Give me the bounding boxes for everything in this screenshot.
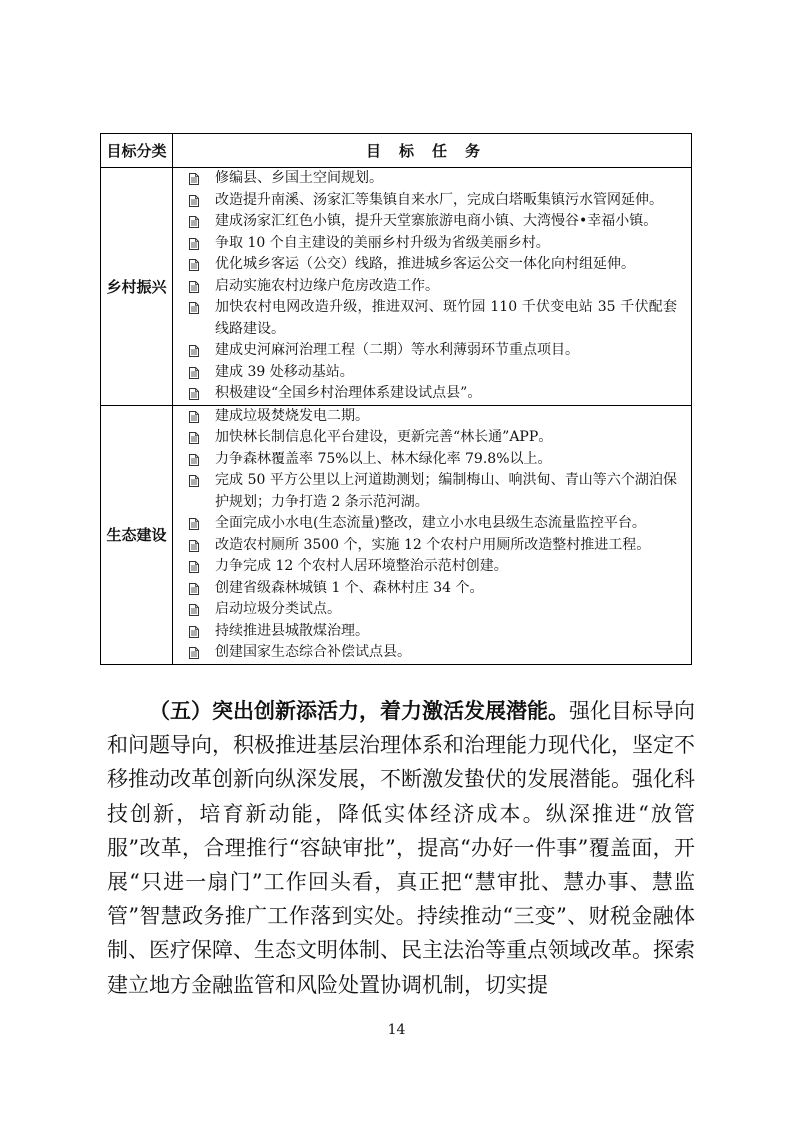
task-text: 力争完成 12 个农村人居环境整治示范村创建。 [215, 558, 508, 574]
document-icon [189, 388, 201, 400]
document-icon [189, 583, 201, 595]
document-icon [189, 302, 201, 314]
body-paragraph [107, 694, 695, 1002]
task-item [173, 297, 691, 340]
task-text: 加快农村电网改造升级，推进双河、斑竹园 110 千伏变电站 35 千伏配套线路建设。 [215, 299, 677, 337]
document-icon [189, 216, 201, 228]
task-item [173, 449, 691, 471]
document-icon [189, 604, 201, 616]
page-number: 14 [387, 1022, 406, 1038]
category-cell: 乡村振兴 [101, 168, 173, 406]
document-icon [189, 626, 201, 638]
goal-task-table [100, 133, 692, 665]
task-text: 改造农村厕所 3500 个，实施 12 个农村户用厕所改造整村推进工程。 [215, 536, 651, 553]
task-item [173, 190, 691, 212]
table-header-row [101, 134, 692, 168]
task-text: 加快林长制信息化平台建设，更新完善“林长通”APP。 [215, 429, 553, 445]
task-item [173, 535, 691, 557]
document-icon [189, 561, 201, 573]
task-item [173, 470, 691, 513]
table-row [101, 405, 692, 664]
task-item [173, 578, 691, 600]
task-text: 启动垃圾分类试点。 [215, 601, 341, 617]
document-icon [189, 540, 201, 552]
header-tasks: 目标任务 [173, 134, 692, 168]
task-text: 启动实施农村边缘户危房改造工作。 [215, 277, 439, 294]
task-text: 争取 10 个自主建设的美丽乡村升级为省级美丽乡村。 [215, 234, 550, 251]
document-icon [189, 475, 201, 487]
task-item [173, 254, 691, 276]
task-text: 建成史河麻河治理工程（二期）等水利薄弱环节重点项目。 [215, 342, 579, 358]
document-icon [189, 195, 201, 207]
task-item [173, 599, 691, 621]
category-cell: 生态建设 [101, 405, 173, 664]
task-item [173, 233, 691, 255]
task-text: 完成 50 平方公里以上河道勘测划；编制梅山、响洪甸、青山等六个湖泊保护规划；力争打造 2 条示范河湖。 [215, 472, 677, 510]
task-text: 创建国家生态综合补偿试点县。 [215, 644, 411, 660]
tasks-cell [173, 405, 692, 664]
task-text: 建成汤家汇红色小镇，提升天堂寨旅游电商小镇、大湾慢谷•幸福小镇。 [215, 213, 658, 229]
document-icon [189, 173, 201, 185]
header-category: 目标分类 [101, 134, 173, 168]
document-icon [189, 259, 201, 271]
task-text: 持续推进县城散煤治理。 [215, 622, 369, 639]
task-item [173, 427, 691, 449]
task-item [173, 621, 691, 643]
task-item [173, 168, 691, 190]
task-item [173, 362, 691, 384]
document-icon [189, 647, 201, 659]
document-icon [189, 454, 201, 466]
task-text: 建成垃圾焚烧发电二期。 [215, 407, 369, 424]
paragraph-body: 强化目标导向和问题导向，积极推进基层治理体系和治理能力现代化，坚定不移推动改革创新向纵深发展，不断激发蛰伏的发展潜能。强化科技创新，培育新动能，降低实体经济成本。纵深推进“放管服”改革，合理推行“容缺审批”，提高“办好一件事”覆盖面，开展“只进一扇门”工作回头看，真正把“慧审批、慧办事、慧监管”智慧政务推广工作落到实处。持续推动“三变”、财税金融体制、医疗保障、生态文明体制、民主法治等重点领域改革。探索建立地方金融监管和风险处置协调机制，切实提 [107, 699, 695, 997]
task-text: 积极建设“全国乡村治理体系建设试点县”。 [215, 385, 482, 401]
task-item [173, 340, 691, 362]
task-text: 修编县、乡国土空间规划。 [215, 170, 383, 186]
task-text: 力争森林覆盖率 75%以上、林木绿化率 79.8%以上。 [215, 450, 552, 467]
task-item [173, 211, 691, 233]
tasks-cell [173, 168, 692, 406]
task-text: 全面完成小水电(生态流量)整改，建立小水电县级生态流量监控平台。 [215, 515, 646, 531]
task-text: 优化城乡客运（公交）线路，推进城乡客运公交一体化向村组延伸。 [215, 256, 635, 272]
task-item [173, 383, 691, 405]
document-icon [189, 238, 201, 250]
task-item [173, 513, 691, 535]
document-icon [189, 432, 201, 444]
task-text: 创建省级森林城镇 1 个、森林村庄 34 个。 [215, 579, 484, 596]
task-text: 改造提升南溪、汤家汇等集镇自来水厂，完成白塔畈集镇污水管网延伸。 [215, 191, 663, 208]
task-item [173, 276, 691, 298]
task-item [173, 556, 691, 578]
document-icon [189, 367, 201, 379]
document-icon [189, 281, 201, 293]
task-item [173, 406, 691, 428]
document-icon [189, 345, 201, 357]
document-icon [189, 411, 201, 423]
paragraph-heading: （五）突出创新添活力，着力激活发展潜能。 [149, 699, 569, 723]
table-row [101, 168, 692, 406]
task-text: 建成 39 处移动基站。 [215, 363, 354, 380]
task-item [173, 642, 691, 664]
document-icon [189, 518, 201, 530]
